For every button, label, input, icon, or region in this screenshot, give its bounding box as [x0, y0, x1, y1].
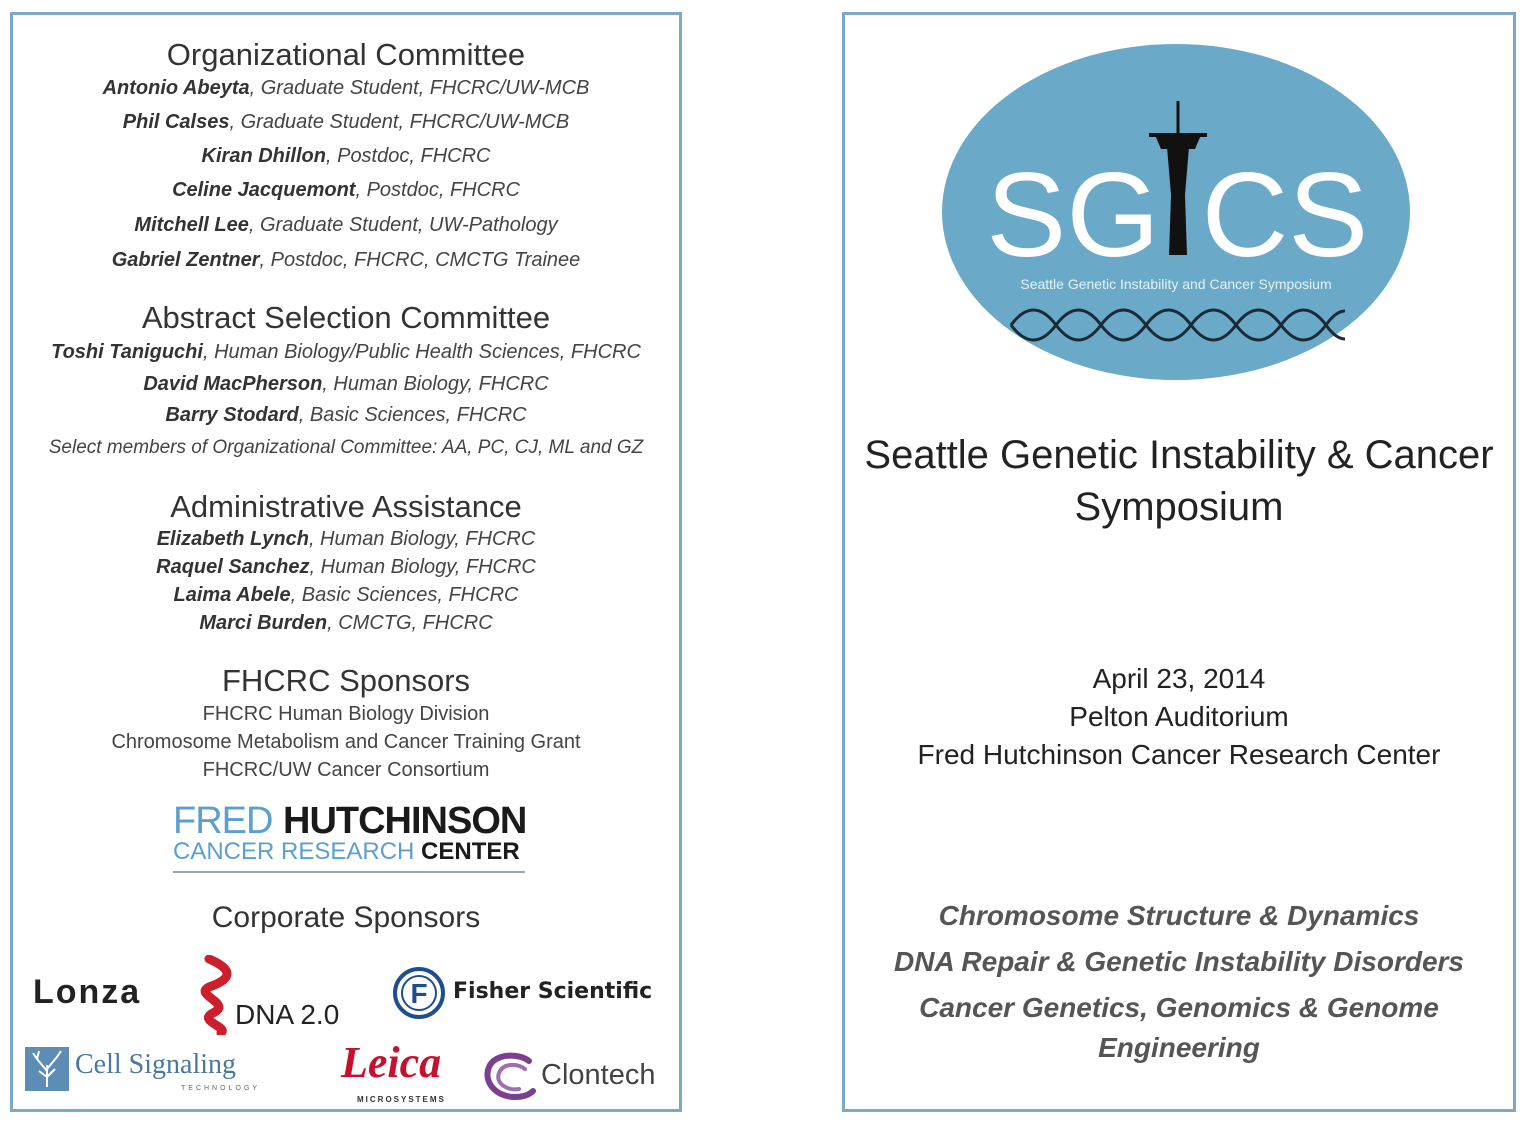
fhcrc-sponsors-heading: FHCRC Sponsors: [221, 663, 471, 698]
dna-helix-icon: [199, 955, 239, 1035]
abstract-member: David MacPherson, Human Biology, FHCRC: [143, 373, 549, 395]
fisher-f-icon: [391, 965, 447, 1021]
abstract-member: Toshi Taniguchi, Human Biology/Public Health Sciences, FHCRC: [51, 341, 641, 363]
admin-heading: Administrative Assistance: [170, 489, 522, 524]
symposium-title-line1: Seattle Genetic Instability & Cancer: [864, 433, 1494, 477]
sgics-emblem: [941, 43, 1411, 381]
logo-letters-cs: CS: [1201, 148, 1369, 282]
svg-text:F: F: [410, 978, 428, 1009]
org-member: Phil Calses, Graduate Student, FHCRC/UW-MCB: [122, 111, 570, 133]
topic-item: Engineering: [1098, 1032, 1260, 1063]
abstract-note: Select members of Organizational Committee: AA, PC, CJ, ML and GZ: [48, 437, 644, 458]
logo-subtitle: Seattle Genetic Instability and Cancer Symposium: [1020, 276, 1332, 292]
symposium-title-line2: Symposium: [1074, 485, 1284, 529]
event-institution: Fred Hutchinson Cancer Research Center: [917, 739, 1441, 770]
lonza-logo: Lonza: [33, 973, 142, 1011]
committee-panel: [10, 12, 682, 1112]
dna20-logo: DNA 2.0: [199, 955, 379, 1035]
cell-signaling-tree-icon: [25, 1047, 69, 1091]
event-venue: Pelton Auditorium: [1069, 701, 1289, 732]
event-date: April 23, 2014: [1092, 663, 1266, 694]
fhcrc-sponsor-item: FHCRC/UW Cancer Consortium: [202, 759, 490, 781]
logo-underline: [173, 871, 525, 873]
clontech-c-icon: [481, 1051, 539, 1103]
topic-item: Cancer Genetics, Genomics & Genome: [919, 992, 1439, 1023]
fred-hutchinson-logo: FRED HUTCHINSON CANCER RESEARCH CENTER: [173, 801, 529, 877]
cell-signaling-logo: Cell Signaling TECHNOLOGY: [25, 1047, 295, 1103]
corporate-sponsors-heading: Corporate Sponsors: [211, 901, 481, 934]
leica-logo: Leica MICROSYSTEMS: [341, 1038, 446, 1104]
topic-item: Chromosome Structure & Dynamics: [938, 900, 1420, 931]
org-committee-heading: Organizational Committee: [166, 37, 526, 72]
sgics-logo: [941, 43, 1411, 381]
org-member: Kiran Dhillon, Postdoc, FHCRC: [201, 145, 491, 167]
fhcrc-sponsor-item: Chromosome Metabolism and Cancer Training Grant: [111, 731, 581, 753]
logo-letters-sg: SG: [986, 148, 1160, 282]
org-member: Antonio Abeyta, Graduate Student, FHCRC/UW-MCB: [102, 77, 590, 99]
org-member: Mitchell Lee, Graduate Student, UW-Pathology: [134, 214, 558, 236]
symposium-cover-panel: [842, 12, 1516, 1112]
admin-member: Laima Abele, Basic Sciences, FHCRC: [173, 584, 519, 606]
admin-member: Raquel Sanchez, Human Biology, FHCRC: [156, 556, 536, 578]
abstract-committee-heading: Abstract Selection Committee: [141, 300, 551, 335]
abstract-member: Barry Stodard, Basic Sciences, FHCRC: [165, 404, 527, 426]
org-member: Gabriel Zentner, Postdoc, FHCRC, CMCTG Trainee: [111, 249, 581, 271]
org-member: Celine Jacquemont, Postdoc, FHCRC: [172, 179, 520, 201]
topic-item: DNA Repair & Genetic Instability Disorders: [894, 946, 1464, 977]
fisher-scientific-logo: F Fisher Scientific: [391, 965, 681, 1025]
fhcrc-sponsor-item: FHCRC Human Biology Division: [202, 703, 490, 725]
clontech-logo: Clontech: [481, 1051, 686, 1103]
admin-member: Elizabeth Lynch, Human Biology, FHCRC: [156, 528, 536, 550]
admin-member: Marci Burden, CMCTG, FHCRC: [199, 612, 493, 634]
